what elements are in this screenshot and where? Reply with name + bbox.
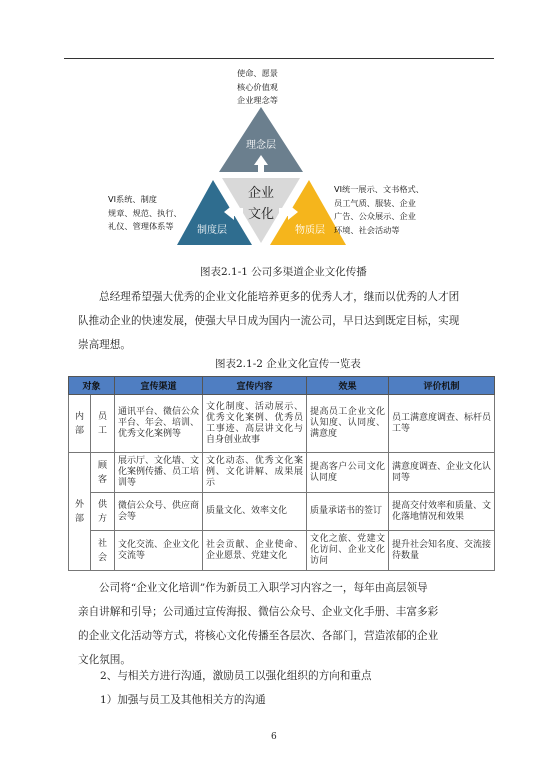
paragraph-line: 公司将“企业文化培训”作为新员工入职学习内容之一，每年由高层领导	[99, 582, 428, 594]
paragraph-line: 队推动企业的快速发展，使强大早日成为国内一流公司，早日达到既定目标，实现	[78, 315, 460, 327]
culture-promotion-table	[68, 376, 495, 571]
table-row	[69, 493, 495, 531]
cell-channel: 展示厅、文化墙、文化案例传播、员工培训等	[115, 453, 203, 493]
cell-content: 文化制度、活动展示、优秀文化案例、优秀员工事迹、高层讲文化与自身创业故事	[203, 395, 307, 453]
left-annotation-line: 礼仪、管理体系等	[108, 221, 174, 231]
header-object: 对象	[69, 377, 115, 395]
table-header-row	[69, 377, 495, 395]
figure-caption-1: 图表2.1-1 公司多渠道企业文化传播	[200, 266, 367, 278]
page-number: 6	[271, 732, 277, 742]
cell-evaluation: 提升社会知名度、交流接待数量	[389, 531, 495, 571]
left-layer-label: 制度层	[197, 225, 227, 236]
table-row	[69, 531, 495, 571]
header-evaluation: 评价机制	[389, 377, 495, 395]
table-row	[69, 395, 495, 453]
paragraph-line: 总经理希望强大优秀的企业文化能培养更多的优秀人才，继而以优秀的人才团	[99, 291, 460, 303]
cell-effect: 提高客户公司文化认同度	[307, 453, 389, 493]
paragraph-line: 亲自讲解和引导；公司通过宣传海报、微信公众号、企业文化手册、丰富多彩	[78, 606, 439, 618]
header-effect: 效果	[307, 377, 389, 395]
left-annotation-line: VI系统、制度	[108, 194, 157, 204]
center-label-line2: 文化	[247, 207, 275, 222]
group-label: 外部	[74, 499, 84, 524]
cell-evaluation: 满意度调查、企业文化认同等	[389, 453, 495, 493]
top-annotation-line: 核心价值观	[237, 81, 278, 92]
culture-pyramid-svg	[0, 0, 554, 270]
top-layer-label: 理念层	[246, 140, 276, 151]
row-subject	[91, 493, 115, 531]
group-label: 内部	[74, 411, 84, 436]
subject-label: 供方	[97, 499, 107, 524]
subject-label: 社会	[97, 538, 107, 563]
cell-channel: 文化交流、企业文化交流等	[115, 531, 203, 571]
cell-content: 社会贡献、企业使命、企业愿景、党建文化	[203, 531, 307, 571]
paragraph-2	[78, 576, 498, 672]
section-heading-3	[100, 688, 520, 712]
right-annotation-line: VI统一展示、文书格式、	[334, 184, 424, 194]
right-annotation-line: 广告、公众展示、企业	[334, 211, 416, 221]
right-layer-label: 物质层	[295, 225, 325, 236]
row-subject	[91, 531, 115, 571]
row-subject	[91, 453, 115, 493]
right-annotation	[334, 183, 424, 237]
left-annotation-line: 规章、规范、执行、	[108, 207, 182, 218]
cell-evaluation: 提高交付效率和质量、文化落地情况和效果	[389, 493, 495, 531]
heading-text: 2、与相关方进行沟通，激励员工以强化组织的方向和重点	[100, 670, 372, 682]
right-annotation-line: 环境、社会活动等	[334, 224, 400, 235]
left-annotation	[108, 193, 182, 234]
paragraph-line: 崇高理想。	[78, 339, 131, 351]
paragraph-line: 文化氛围。	[78, 654, 131, 666]
subject-label: 顾客	[97, 460, 107, 485]
cell-effect: 提高员工企业文化认知度、认同度、满意度	[307, 395, 389, 453]
table-row	[69, 453, 495, 493]
culture-layer-diagram	[0, 0, 554, 270]
group-external	[69, 453, 91, 571]
cell-effect: 文化之旅、党建文化访问、企业文化访问	[307, 531, 389, 571]
cell-content: 文化动态、优秀文化案例、文化讲解、成果展示	[203, 453, 307, 493]
section-heading-2	[100, 664, 520, 688]
subject-label: 员工	[97, 411, 107, 436]
top-annotation	[237, 67, 278, 108]
table-caption: 图表2.1-2 企业文化宣传一览表	[215, 358, 361, 370]
cell-evaluation: 员工满意度调查、标杆员工等	[389, 395, 495, 453]
cell-channel: 微信公众号、供应商会等	[115, 493, 203, 531]
paragraph-1	[78, 285, 498, 357]
group-internal	[69, 395, 91, 453]
right-annotation-line: 员工气质、服装、企业	[334, 197, 416, 208]
row-subject	[91, 395, 115, 453]
header-channel: 宣传渠道	[115, 377, 203, 395]
header-content: 宣传内容	[203, 377, 307, 395]
cell-content: 质量文化、效率文化	[203, 493, 307, 531]
paragraph-line: 的企业文化活动等方式，将核心文化传播至各层次、各部门，营造浓郁的企业	[78, 630, 439, 642]
top-annotation-line: 使命、愿景	[237, 68, 278, 78]
top-annotation-line: 企业理念等	[237, 95, 278, 105]
center-label-line1: 企业	[247, 186, 275, 201]
heading-text: 1）加强与员工及其他相关方的沟通	[100, 694, 266, 706]
cell-effect: 质量承诺书的签订	[307, 493, 389, 531]
cell-channel: 通讯平台、微信公众平台、年会、培训、优秀文化案例等	[115, 395, 203, 453]
